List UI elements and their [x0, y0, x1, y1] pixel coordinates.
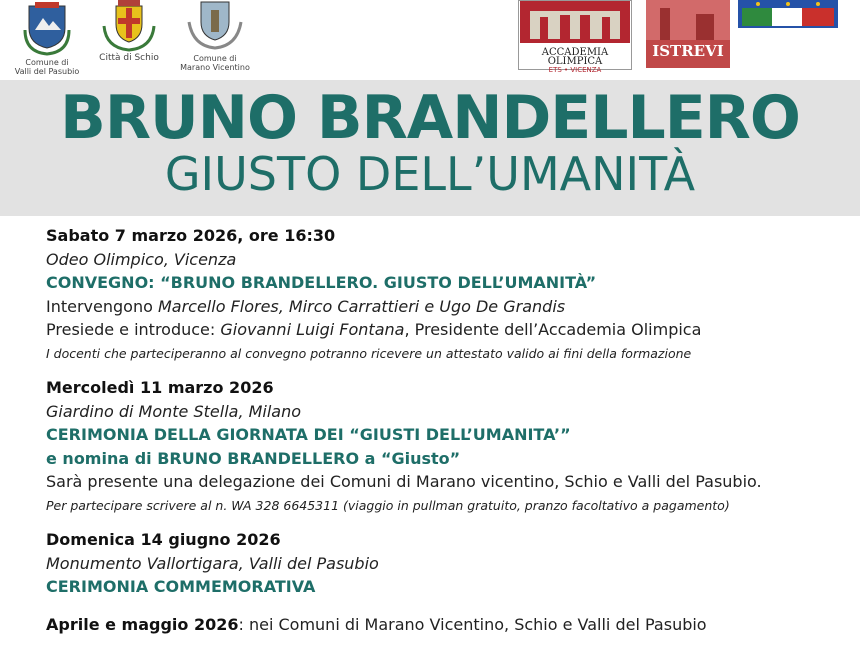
anpi-flag-logo: [738, 0, 838, 28]
teatro-olimpico-icon: [520, 1, 630, 43]
valli-del-pasubio-logo: Comune di Valli del Pasubio: [14, 0, 80, 76]
event-speakers: Intervengono Marcello Flores, Mirco Carrattieri e Ugo De Grandis: [46, 296, 566, 316]
event-heading: CONVEGNO: “BRUNO BRANDELLERO. GIUSTO DELL’UMANITÀ”: [46, 273, 597, 292]
event-date: Mercoledì 11 marzo 2026: [46, 378, 274, 397]
event-place: Monumento Vallortigara, Valli del Pasubio: [46, 553, 379, 573]
event-text: Sarà presente una delegazione dei Comuni di Marano vicentino, Schio e Valli del Pasubio.: [46, 472, 762, 491]
istrevi-tower-icon: [646, 0, 730, 40]
marano-vicentino-logo: Comune di Marano Vicentino: [180, 0, 250, 72]
event-heading-2: e nomina di BRUNO BRANDELLERO a “Giusto”: [46, 448, 461, 468]
accademia-olimpica-logo: ACCADEMIA OLIMPICA ETS • VICENZA: [518, 0, 632, 70]
schio-crest-icon: [94, 0, 164, 52]
valli-crest-icon: [17, 0, 77, 56]
event-chair: Presiede e introduce: Giovanni Luigi Fontana, Presidente dell’Accademia Olimpica: [46, 320, 702, 339]
event-place: Odeo Olimpico, Vicenza: [46, 249, 237, 269]
event-program: [46, 224, 846, 636]
event-convegno: [46, 224, 846, 365]
page-title: BRUNO BRANDELLERO: [60, 83, 800, 153]
event-cerimonia-commemorativa: [46, 528, 846, 599]
istrevi-logo: ISTREVI: [646, 0, 730, 68]
event-aprile-maggio: [46, 613, 846, 637]
marano-crest-icon: [183, 0, 247, 52]
event-heading: CERIMONIA DELLA GIORNATA DEI “GIUSTI DELL’UMANITA’”: [46, 425, 571, 444]
event-note: Per partecipare scrivere al n. WA 328 6645311 (viaggio in pullman gratuito, pranzo facoltativo a pagamento): [46, 497, 730, 513]
event-cerimonia-giusti: [46, 376, 846, 517]
logo-strip: [0, 0, 860, 80]
event-date: Sabato 7 marzo 2026, ore 16:30: [46, 226, 336, 245]
event-place: Giardino di Monte Stella, Milano: [46, 401, 302, 421]
event-heading: CERIMONIA COMMEMORATIVA: [46, 577, 316, 596]
event-note: I docenti che parteciperanno al convegno potranno ricevere un attestato valido ai fini della formazione: [46, 345, 692, 361]
page-subtitle: GIUSTO DELL’UMANITÀ: [164, 147, 696, 201]
event-date: Domenica 14 giugno 2026: [46, 530, 281, 549]
event-date-line: Aprile e maggio 2026: nei Comuni di Marano Vicentino, Schio e Valli del Pasubio: [46, 614, 707, 634]
citta-di-schio-logo: Città di Schio: [92, 0, 166, 63]
italian-flag-icon: [738, 0, 838, 28]
